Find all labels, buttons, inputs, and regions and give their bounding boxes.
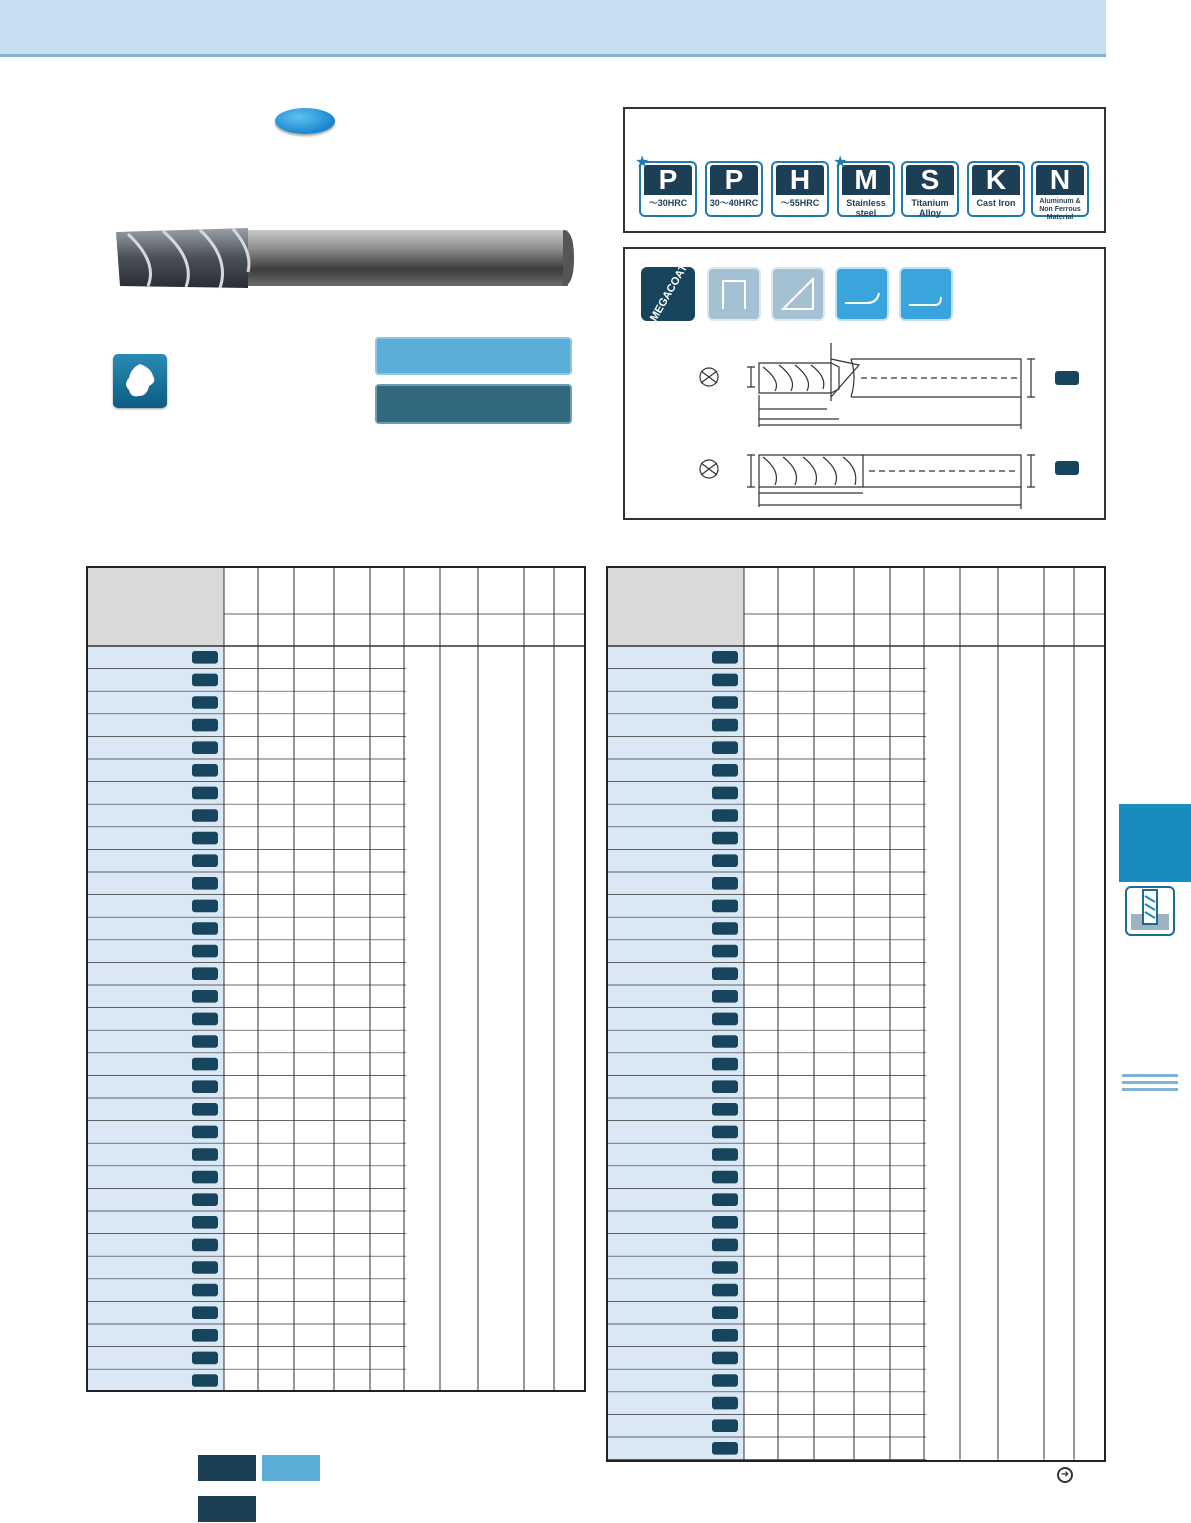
row-type-tag bbox=[712, 1239, 738, 1252]
row-type-tag bbox=[192, 945, 218, 958]
spec-table-left bbox=[86, 566, 586, 1392]
row-type-tag bbox=[712, 719, 738, 732]
row-type-tag bbox=[192, 809, 218, 822]
row-type-tag bbox=[712, 1216, 738, 1229]
row-type-tag bbox=[192, 990, 218, 1003]
row-type-tag bbox=[192, 1374, 218, 1387]
spec-table-left-grid bbox=[88, 568, 584, 1390]
material-desc: ～55HRC bbox=[780, 198, 820, 208]
row-type-tag bbox=[712, 1035, 738, 1048]
row-type-tag bbox=[712, 809, 738, 822]
row-type-tag bbox=[192, 1035, 218, 1048]
row-type-tag bbox=[712, 1442, 738, 1455]
row-type-tag bbox=[192, 1239, 218, 1252]
row-type-tag bbox=[712, 1126, 738, 1139]
material-letter: H bbox=[776, 165, 824, 195]
legend-swatch-dark-2 bbox=[198, 1496, 256, 1522]
row-type-tag bbox=[192, 741, 218, 754]
row-type-tag bbox=[712, 877, 738, 890]
row-type-tag bbox=[192, 832, 218, 845]
row-type-tag bbox=[712, 854, 738, 867]
row-type-tag bbox=[712, 1397, 738, 1410]
row-type-tag bbox=[712, 1103, 738, 1116]
material-desc: 30～40HRC bbox=[709, 198, 759, 208]
megacoat-icon bbox=[641, 262, 695, 324]
row-type-tag bbox=[192, 696, 218, 709]
row-type-tag bbox=[192, 1193, 218, 1206]
corner-radius-small-icon bbox=[899, 267, 953, 321]
tool-spec-panel bbox=[623, 247, 1106, 520]
spec-table-right-grid bbox=[608, 568, 1104, 1460]
row-type-tag bbox=[712, 1058, 738, 1071]
four-flute-cross-section-icon bbox=[113, 354, 167, 408]
material-desc: ～30HRC bbox=[648, 198, 688, 208]
row-type-tag bbox=[712, 1013, 738, 1026]
row-type-tag bbox=[712, 1148, 738, 1161]
type-tag-b bbox=[1055, 461, 1079, 475]
row-type-tag bbox=[192, 1148, 218, 1161]
row-type-tag bbox=[712, 900, 738, 913]
spec-table-right bbox=[606, 566, 1106, 1462]
material-card-p bbox=[635, 154, 697, 217]
material-card-s bbox=[901, 161, 959, 217]
row-type-tag bbox=[192, 1126, 218, 1139]
row-type-tag bbox=[712, 1374, 738, 1387]
end-mill-photo bbox=[108, 222, 578, 294]
row-type-tag bbox=[192, 854, 218, 867]
row-type-tag bbox=[192, 1284, 218, 1297]
row-type-tag bbox=[192, 1352, 218, 1365]
page-header-band bbox=[0, 0, 1106, 57]
type-tag-a bbox=[1055, 371, 1079, 385]
row-type-tag bbox=[192, 922, 218, 935]
row-type-tag bbox=[712, 1419, 738, 1432]
row-type-tag bbox=[192, 877, 218, 890]
row-type-tag bbox=[712, 1171, 738, 1184]
material-card-h bbox=[771, 161, 829, 217]
coating-badge bbox=[275, 108, 335, 134]
material-desc: Stainless steel bbox=[846, 198, 886, 218]
material-card-p2 bbox=[705, 161, 763, 217]
material-card-m bbox=[833, 154, 895, 218]
row-type-tag bbox=[192, 1306, 218, 1319]
row-type-tag bbox=[192, 764, 218, 777]
star-icon: ★ bbox=[833, 154, 848, 171]
category-tab-dark bbox=[375, 384, 572, 424]
row-type-tag bbox=[192, 719, 218, 732]
material-letter: M bbox=[842, 165, 890, 195]
material-letter: S bbox=[906, 165, 954, 195]
coating-label: MEGACOAT bbox=[647, 262, 691, 324]
arrow-right-circle-icon[interactable]: ➜ bbox=[1057, 1467, 1073, 1483]
section-tab bbox=[1119, 804, 1191, 882]
tool-dimension-drawings bbox=[691, 341, 1091, 521]
row-type-tag bbox=[712, 967, 738, 980]
work-material-panel bbox=[623, 107, 1106, 233]
material-desc: Titanium Alloy bbox=[911, 198, 949, 218]
section-index-lines bbox=[1122, 1072, 1178, 1094]
row-type-tag bbox=[712, 1193, 738, 1206]
row-type-tag bbox=[192, 787, 218, 800]
material-card-k bbox=[967, 161, 1025, 217]
row-type-tag bbox=[712, 990, 738, 1003]
corner-radius-icon bbox=[835, 267, 889, 321]
row-type-tag bbox=[712, 787, 738, 800]
legend-swatch-light bbox=[262, 1455, 320, 1481]
flute-profile-icon bbox=[113, 354, 167, 408]
row-type-tag bbox=[712, 1284, 738, 1297]
row-type-tag bbox=[192, 651, 218, 664]
material-desc: Aluminum & Non Ferrous Material bbox=[1039, 198, 1081, 221]
star-icon: ★ bbox=[635, 154, 650, 171]
row-type-tag bbox=[192, 1171, 218, 1184]
row-type-tag bbox=[192, 1058, 218, 1071]
row-type-tag bbox=[712, 1261, 738, 1274]
row-type-tag bbox=[712, 674, 738, 687]
material-letter: P bbox=[710, 165, 758, 195]
row-type-tag bbox=[712, 1352, 738, 1365]
material-letter: P bbox=[644, 165, 692, 195]
legend-swatch-dark bbox=[198, 1455, 256, 1481]
row-type-tag bbox=[712, 1329, 738, 1342]
row-type-tag bbox=[712, 696, 738, 709]
square-end-icon bbox=[707, 267, 761, 321]
row-type-tag bbox=[712, 922, 738, 935]
row-type-tag bbox=[712, 945, 738, 958]
row-type-tag bbox=[712, 1306, 738, 1319]
row-type-tag bbox=[192, 1080, 218, 1093]
row-type-tag bbox=[192, 900, 218, 913]
row-type-tag bbox=[712, 741, 738, 754]
row-type-tag bbox=[192, 1216, 218, 1229]
row-type-tag bbox=[192, 1103, 218, 1116]
row-type-tag bbox=[192, 1013, 218, 1026]
helix-angle-icon bbox=[771, 267, 825, 321]
material-card-n bbox=[1031, 161, 1089, 221]
category-tab-light bbox=[375, 337, 572, 375]
row-type-tag bbox=[712, 651, 738, 664]
row-type-tag bbox=[192, 1261, 218, 1274]
row-type-tag bbox=[712, 764, 738, 777]
material-letter: N bbox=[1036, 165, 1084, 195]
row-type-tag bbox=[192, 674, 218, 687]
row-type-tag bbox=[712, 1080, 738, 1093]
row-type-tag bbox=[192, 1329, 218, 1342]
row-type-tag bbox=[192, 967, 218, 980]
material-letter: K bbox=[972, 165, 1020, 195]
material-desc: Cast Iron bbox=[976, 198, 1016, 208]
end-mill-section-icon bbox=[1125, 886, 1175, 936]
row-type-tag bbox=[712, 832, 738, 845]
